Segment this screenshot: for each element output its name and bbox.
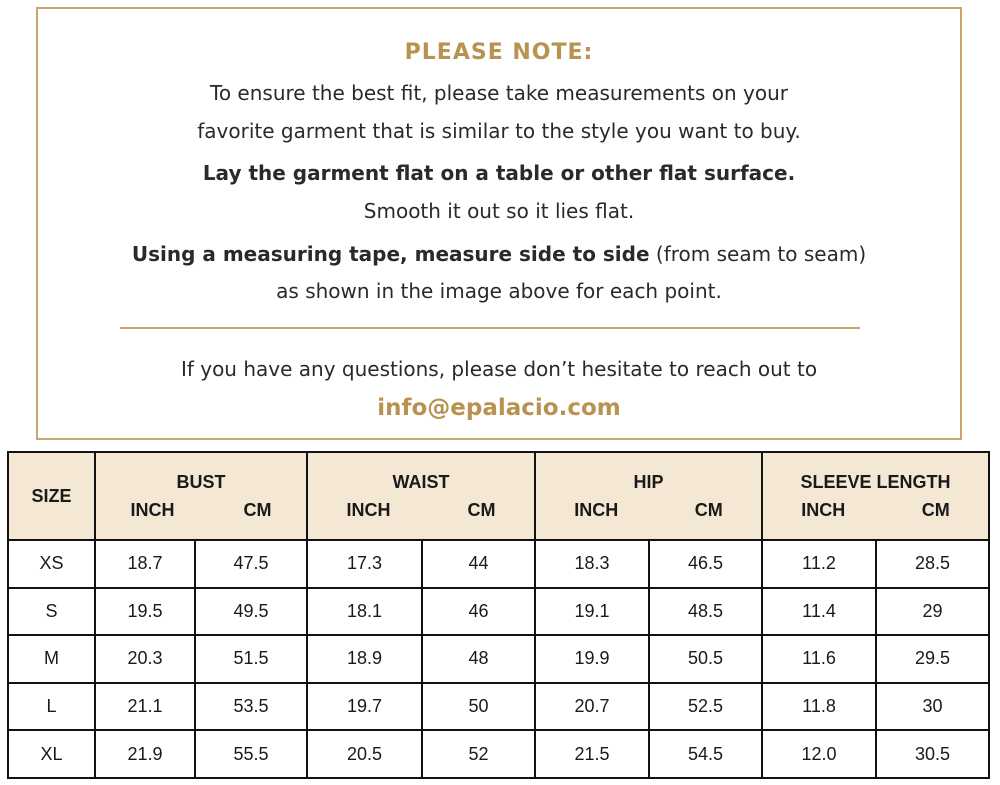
table-cell: 17.3 xyxy=(307,540,422,588)
size-cell: XL xyxy=(8,730,95,778)
group-header-sleeve-length: SLEEVE LENGTH INCH CM xyxy=(762,452,989,540)
note-line-1: To ensure the best fit, please take measurements on your xyxy=(210,81,788,105)
table-cell: 12.0 xyxy=(762,730,876,778)
note-line-3: Lay the garment flat on a table or other flat surface. xyxy=(202,161,796,185)
table-cell: 52 xyxy=(422,730,535,778)
table-cell: 44 xyxy=(422,540,535,588)
table-header-row xyxy=(8,452,989,540)
table-cell: 29 xyxy=(876,588,989,636)
table-cell: 30.5 xyxy=(876,730,989,778)
table-cell: 21.5 xyxy=(535,730,649,778)
table-cell: 18.7 xyxy=(95,540,195,588)
divider xyxy=(120,327,860,329)
size-cell: XS xyxy=(8,540,95,588)
note-line-2: favorite garment that is similar to the style you want to buy. xyxy=(197,119,801,143)
table-cell: 11.4 xyxy=(762,588,876,636)
table-cell: 18.9 xyxy=(307,635,422,683)
note-line-4: Smooth it out so it lies flat. xyxy=(363,199,635,223)
note-line-5-rest: (from seam to seam) xyxy=(649,242,867,266)
table-cell: 18.3 xyxy=(535,540,649,588)
table-row xyxy=(8,683,989,731)
group-header-waist: WAIST INCH CM xyxy=(307,452,535,540)
note-line-5 xyxy=(38,242,960,266)
table-cell: 52.5 xyxy=(649,683,762,731)
size-cell: M xyxy=(8,635,95,683)
table-cell: 29.5 xyxy=(876,635,989,683)
group-header-bust: BUST INCH CM xyxy=(95,452,307,540)
table-row xyxy=(8,588,989,636)
table-row xyxy=(8,730,989,778)
table-cell: 53.5 xyxy=(195,683,307,731)
note-line-5-bold: Using a measuring tape, measure side to side xyxy=(131,242,650,266)
table-cell: 18.1 xyxy=(307,588,422,636)
table-cell: 19.9 xyxy=(535,635,649,683)
table-cell: 11.2 xyxy=(762,540,876,588)
table-cell: 30 xyxy=(876,683,989,731)
note-line-7: If you have any questions, please don’t hesitate to reach out to xyxy=(180,357,818,381)
table-cell: 20.7 xyxy=(535,683,649,731)
table-cell: 48.5 xyxy=(649,588,762,636)
table-row xyxy=(8,635,989,683)
table-cell: 55.5 xyxy=(195,730,307,778)
table-cell: 46 xyxy=(422,588,535,636)
table-cell: 28.5 xyxy=(876,540,989,588)
group-header-hip: HIP INCH CM xyxy=(535,452,762,540)
note-line-6: as shown in the image above for each point. xyxy=(276,279,722,303)
table-cell: 49.5 xyxy=(195,588,307,636)
table-cell: 46.5 xyxy=(649,540,762,588)
table-cell: 51.5 xyxy=(195,635,307,683)
table-row xyxy=(8,540,989,588)
size-header: SIZE xyxy=(8,452,95,540)
table-cell: 11.8 xyxy=(762,683,876,731)
table-cell: 21.1 xyxy=(95,683,195,731)
table-cell: 50 xyxy=(422,683,535,731)
note-title: PLEASE NOTE: xyxy=(404,40,594,65)
table-cell: 19.7 xyxy=(307,683,422,731)
table-cell: 50.5 xyxy=(649,635,762,683)
table-cell: 11.6 xyxy=(762,635,876,683)
size-chart-table xyxy=(7,451,990,779)
table-cell: 19.5 xyxy=(95,588,195,636)
size-cell: L xyxy=(8,683,95,731)
note-card xyxy=(36,7,962,440)
table-cell: 20.3 xyxy=(95,635,195,683)
size-cell: S xyxy=(8,588,95,636)
table-cell: 21.9 xyxy=(95,730,195,778)
table-cell: 20.5 xyxy=(307,730,422,778)
table-cell: 19.1 xyxy=(535,588,649,636)
table-cell: 54.5 xyxy=(649,730,762,778)
table-cell: 47.5 xyxy=(195,540,307,588)
contact-email-link[interactable]: info@epalacio.com xyxy=(377,395,621,421)
table-cell: 48 xyxy=(422,635,535,683)
